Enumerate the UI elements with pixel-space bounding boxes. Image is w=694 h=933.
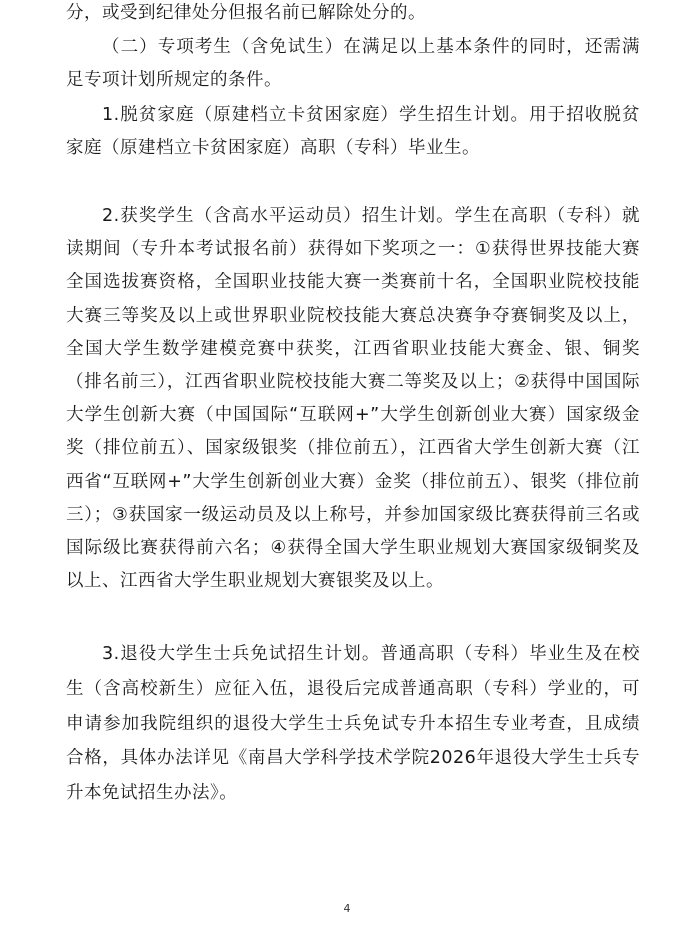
paragraph-award-plan: 2.获奖学生（含高水平运动员）招生计划。学生在高职（专科）就读期间（专升本考试报名前）获得如下奖项之一：①获得世界技能大赛全国选拔赛资格，全国职业技能大赛一类赛前十名，全国职业院校技能大赛三等奖及以上或世界职业院校技能大赛总决赛争夺赛铜奖及以上，全国大学生数学建模竞赛中获奖，江西省职业技能大赛金、银、铜奖（排名前三），江西省职业院校技能大赛二等奖及以上；②获得中国国际大学生创新大赛（中国国际“互联网+”大学生创新创业大赛）国家级金奖（排位前五）、国家级银奖（排位前五），江西省大学生创新大赛（江西省“互联网+”大学生创新创业大赛）金奖（排位前五）、银奖（排位前三）；③获国家一级运动员及以上称号，并参加国家级比赛获得前三名或国际级比赛获得前六名；④获得全国大学生职业规划大赛国家级铜奖及以上、江西省大学生职业规划大赛银奖及以上。 [66, 206, 640, 592]
page-number: 4 [343, 902, 351, 915]
paragraph-poverty-plan: 1.脱贫家庭（原建档立卡贫困家庭）学生招生计划。用于招收脱贫家庭（原建档立卡贫困家庭）高职（专科）毕业生。 [66, 105, 640, 158]
paragraph-special-candidates: （二）专项考生（含免试生）在满足以上基本条件的同时，还需满足专项计划所规定的条件。 [66, 37, 640, 90]
paragraph-continuation: 分，或受到纪律处分但报名前已解除处分的。 [66, 3, 426, 23]
paragraph-veteran-plan: 3.退役大学生士兵免试招生计划。普通高职（专科）毕业生及在校生（含高校新生）应征入伍，退役后完成普通高职（专科）学业的，可申请参加我院组织的退役大学生士兵免试专升本招生专业考查，且成绩合格，具体办法详见《南昌大学科学技术学院2026年退役大学生士兵专升本免试招生办法》。 [66, 644, 640, 804]
